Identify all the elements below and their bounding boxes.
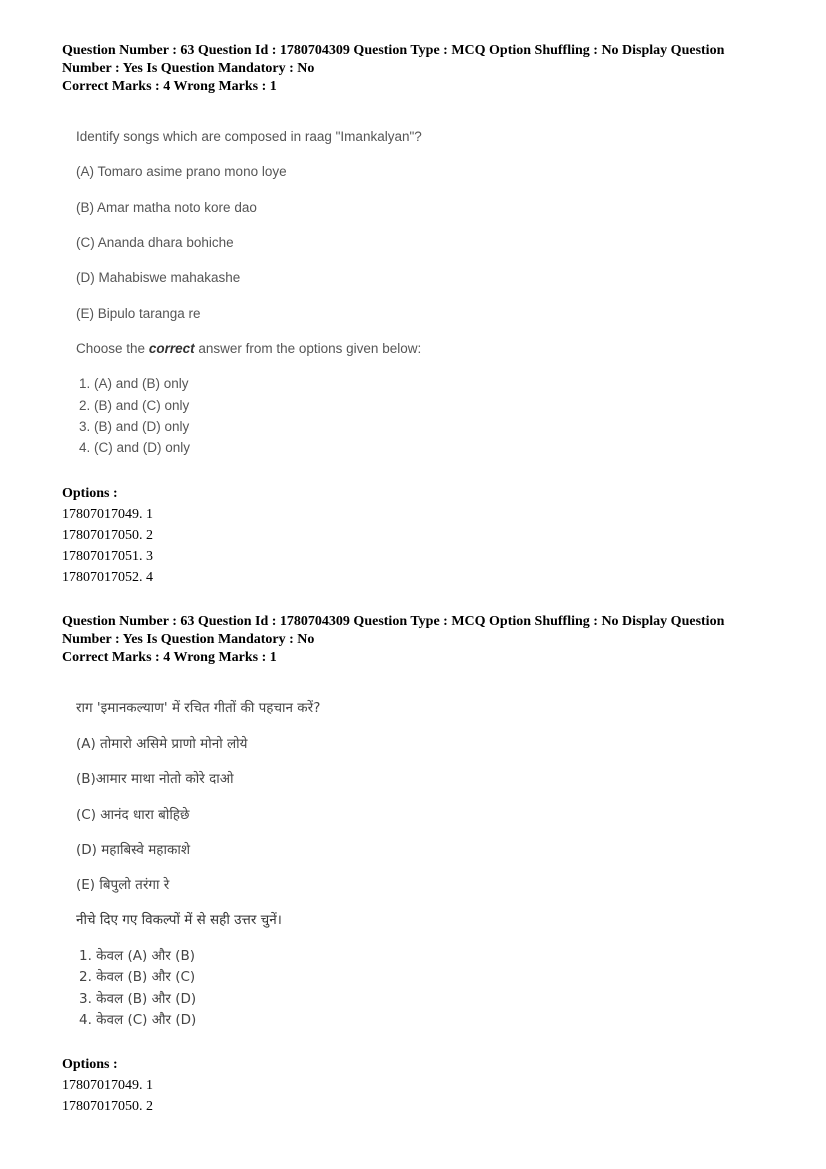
question-item: (E) Bipulo taranga re [76, 306, 201, 321]
options-list-1 [62, 483, 153, 588]
answer-choice: 1. (A) and (B) only [79, 376, 189, 391]
meta-line: Question Number : 63 Question Id : 1780704309 Question Type : MCQ Option Shuffling : No Display Question [62, 43, 725, 58]
question-item: (E) बिपुलो तरंगा रे [76, 877, 170, 893]
question-meta-1 [62, 42, 762, 96]
answer-choice: 4. केवल (C) और (D) [79, 1012, 197, 1028]
choose-suffix: answer from the options given below: [194, 341, 422, 356]
meta-line: Number : Yes Is Question Mandatory : No [62, 632, 315, 647]
answer-choice: 3. केवल (B) और (D) [79, 991, 197, 1007]
option-item: 17807017049. 1 [62, 1078, 153, 1093]
question-text: राग 'इमानकल्याण' में रचित गीतों की पहचान करें? [76, 700, 321, 716]
option-item: 17807017052. 4 [62, 570, 153, 585]
answer-choice: 3. (B) and (D) only [79, 419, 190, 434]
option-item: 17807017050. 2 [62, 528, 153, 543]
option-item: 17807017049. 1 [62, 507, 153, 522]
option-item: 17807017050. 2 [62, 1099, 153, 1114]
question-item: (A) Tomaro asime prano mono loye [76, 164, 287, 179]
question-item: (D) महाबिस्वे महाकाशे [76, 842, 190, 858]
answer-choice: 4. (C) and (D) only [79, 440, 191, 455]
question-item: (D) Mahabiswe mahakashe [76, 270, 241, 285]
question-item: (C) Ananda dhara bohiche [76, 235, 234, 250]
choose-instruction: नीचे दिए गए विकल्पों में से सही उत्तर चुनें। [76, 912, 282, 928]
question-meta-2 [62, 613, 762, 667]
question-text: Identify songs which are composed in raag "Imankalyan"? [76, 129, 422, 144]
meta-line: Number : Yes Is Question Mandatory : No [62, 61, 315, 76]
question-item: (B) Amar matha noto kore dao [76, 200, 257, 215]
answer-choice: 2. केवल (B) और (C) [79, 969, 196, 985]
options-label: Options : [62, 486, 118, 501]
choose-prefix: Choose the [76, 341, 149, 356]
answer-choice: 2. (B) and (C) only [79, 398, 190, 413]
question-item: (C) आनंद धारा बोहिछे [76, 807, 190, 823]
options-label: Options : [62, 1057, 118, 1072]
choose-emphasis: correct [148, 341, 195, 356]
meta-line: Question Number : 63 Question Id : 1780704309 Question Type : MCQ Option Shuffling : No Display Question [62, 614, 725, 629]
options-list-2 [62, 1054, 153, 1117]
question-item: (A) तोमारो असिमे प्राणो मोनो लोये [76, 736, 248, 752]
choose-instruction [76, 341, 421, 356]
meta-line: Correct Marks : 4 Wrong Marks : 1 [62, 79, 277, 94]
question-item: (B)आमार माथा नोतो कोरे दाओ [76, 771, 234, 787]
option-item: 17807017051. 3 [62, 549, 153, 564]
meta-line: Correct Marks : 4 Wrong Marks : 1 [62, 650, 277, 665]
answer-choice: 1. केवल (A) और (B) [79, 948, 195, 964]
